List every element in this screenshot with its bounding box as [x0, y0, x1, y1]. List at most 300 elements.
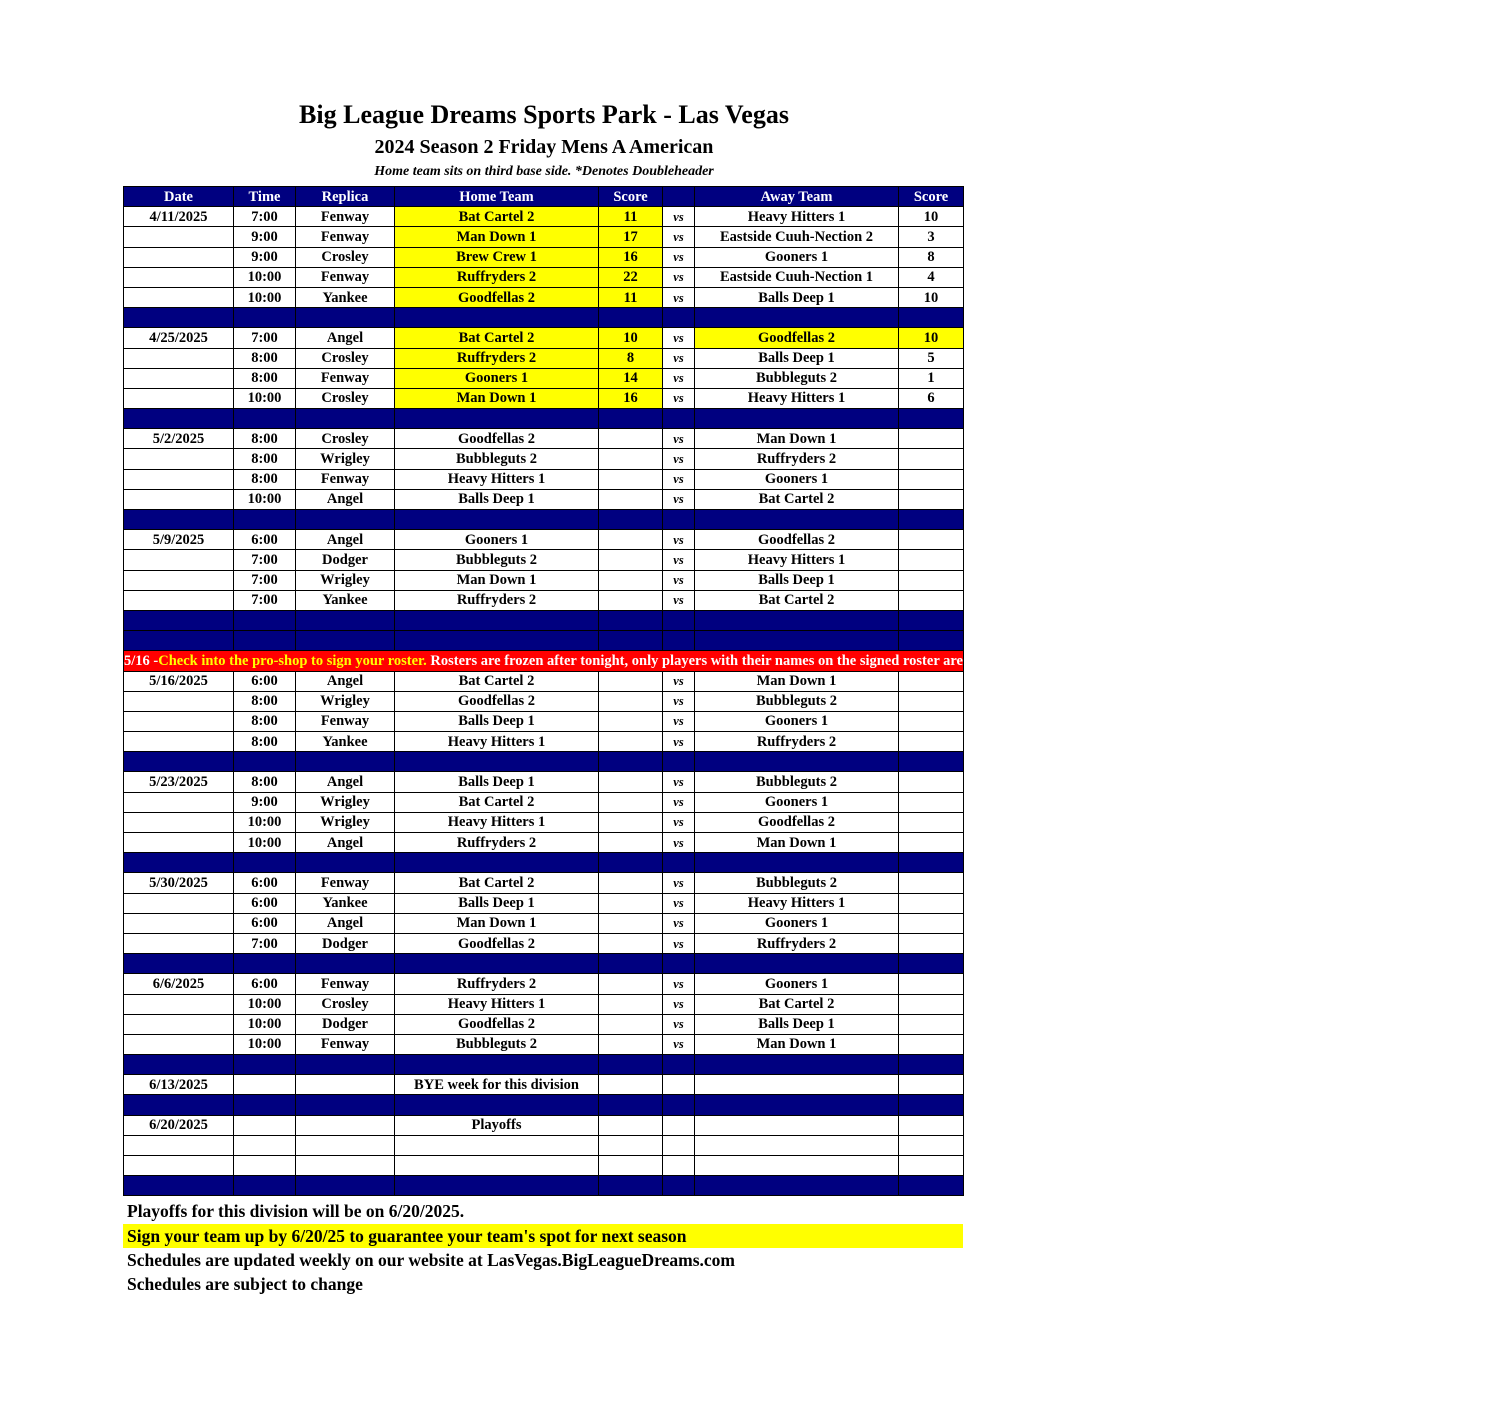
away-score-cell — [899, 429, 964, 449]
game-row — [124, 227, 964, 247]
week-separator-row — [124, 1095, 964, 1115]
separator-cell — [124, 409, 234, 429]
separator-cell — [234, 409, 296, 429]
separator-cell — [663, 853, 695, 873]
replica-cell: Angel — [296, 833, 395, 853]
home-score-cell: 14 — [599, 368, 663, 388]
game-row — [124, 469, 964, 489]
home-team-cell: Man Down 1 — [395, 227, 599, 247]
blank-cell — [599, 1135, 663, 1155]
replica-cell — [296, 1075, 395, 1095]
vs-cell: vs — [663, 732, 695, 752]
vs-cell: vs — [663, 550, 695, 570]
col-home-team-header: Home Team — [395, 187, 599, 207]
vs-cell: vs — [663, 873, 695, 893]
home-team-cell: Ruffryders 2 — [395, 267, 599, 287]
separator-cell — [663, 631, 695, 651]
separator-cell — [124, 954, 234, 974]
separator-cell — [899, 631, 964, 651]
time-cell: 7:00 — [234, 207, 296, 227]
away-score-cell — [899, 833, 964, 853]
away-team-cell: Eastside Cuuh-Nection 2 — [695, 227, 899, 247]
home-team-cell: Man Down 1 — [395, 570, 599, 590]
separator-cell — [124, 631, 234, 651]
date-cell: 6/13/2025 — [124, 1075, 234, 1095]
vs-cell: vs — [663, 388, 695, 408]
footer-playoffs-note: Playoffs for this division will be on 6/20/2025. — [127, 1201, 465, 1221]
away-score-cell — [899, 933, 964, 953]
vs-cell — [663, 1115, 695, 1135]
vs-cell: vs — [663, 711, 695, 731]
replica-cell: Crosley — [296, 994, 395, 1014]
separator-cell — [234, 954, 296, 974]
separator-cell — [663, 510, 695, 530]
time-cell: 8:00 — [234, 711, 296, 731]
home-team-cell: Goodfellas 2 — [395, 933, 599, 953]
vs-cell: vs — [663, 469, 695, 489]
time-cell: 10:00 — [234, 1034, 296, 1054]
col-home-score-header: Score — [599, 187, 663, 207]
time-cell: 9:00 — [234, 792, 296, 812]
home-team-cell: Bat Cartel 2 — [395, 671, 599, 691]
replica-cell: Crosley — [296, 348, 395, 368]
away-score-cell — [899, 489, 964, 509]
away-score-cell — [899, 570, 964, 590]
time-cell: 10:00 — [234, 388, 296, 408]
vs-cell: vs — [663, 933, 695, 953]
game-row — [124, 974, 964, 994]
replica-cell: Angel — [296, 328, 395, 348]
time-cell: 8:00 — [234, 691, 296, 711]
home-score-cell — [599, 873, 663, 893]
away-score-cell — [899, 469, 964, 489]
separator-cell — [599, 1176, 663, 1196]
separator-cell — [695, 853, 899, 873]
home-score-cell — [599, 530, 663, 550]
vs-cell: vs — [663, 812, 695, 832]
home-score-cell: 17 — [599, 227, 663, 247]
separator-cell — [296, 1055, 395, 1075]
separator-cell — [599, 752, 663, 772]
date-cell — [124, 550, 234, 570]
game-row — [124, 893, 964, 913]
game-row — [124, 833, 964, 853]
game-row — [124, 207, 964, 227]
vs-cell: vs — [663, 994, 695, 1014]
away-team-cell: Eastside Cuuh-Nection 1 — [695, 267, 899, 287]
home-team-cell: Goodfellas 2 — [395, 1014, 599, 1034]
vs-cell: vs — [663, 671, 695, 691]
away-score-cell — [899, 873, 964, 893]
away-score-cell — [899, 691, 964, 711]
separator-cell — [599, 510, 663, 530]
header-row — [124, 187, 964, 207]
home-score-cell: 8 — [599, 348, 663, 368]
home-team-cell: Ruffryders 2 — [395, 590, 599, 610]
blank-cell — [663, 1156, 695, 1176]
game-row — [124, 873, 964, 893]
home-score-cell — [599, 974, 663, 994]
away-score-cell — [899, 590, 964, 610]
separator-cell — [663, 409, 695, 429]
col-date-header: Date — [124, 187, 234, 207]
vs-cell: vs — [663, 530, 695, 550]
home-score-cell — [599, 833, 663, 853]
game-row — [124, 933, 964, 953]
separator-cell — [899, 409, 964, 429]
home-score-cell — [599, 732, 663, 752]
blank-row — [124, 1135, 964, 1155]
separator-cell — [234, 510, 296, 530]
away-score-cell: 10 — [899, 287, 964, 307]
date-cell — [124, 812, 234, 832]
game-row — [124, 489, 964, 509]
time-cell: 6:00 — [234, 893, 296, 913]
time-cell: 8:00 — [234, 449, 296, 469]
away-score-cell — [899, 812, 964, 832]
replica-cell: Dodger — [296, 1014, 395, 1034]
week-separator-row — [124, 752, 964, 772]
separator-cell — [296, 631, 395, 651]
replica-cell: Fenway — [296, 207, 395, 227]
date-cell — [124, 913, 234, 933]
away-score-cell — [899, 913, 964, 933]
home-score-cell — [599, 1014, 663, 1034]
replica-cell: Yankee — [296, 590, 395, 610]
notice-date: 5/16 - — [124, 652, 159, 669]
away-score-cell — [899, 711, 964, 731]
date-cell — [124, 287, 234, 307]
date-cell — [124, 388, 234, 408]
week-separator-row — [124, 510, 964, 530]
away-score-cell — [899, 1014, 964, 1034]
home-team-cell: Heavy Hitters 1 — [395, 812, 599, 832]
home-score-cell: 16 — [599, 247, 663, 267]
away-score-cell: 4 — [899, 267, 964, 287]
replica-cell: Wrigley — [296, 812, 395, 832]
away-team-cell: Balls Deep 1 — [695, 1014, 899, 1034]
separator-cell — [695, 1095, 899, 1115]
time-cell: 7:00 — [234, 328, 296, 348]
replica-cell: Fenway — [296, 1034, 395, 1054]
time-cell: 7:00 — [234, 550, 296, 570]
separator-cell — [124, 510, 234, 530]
away-score-cell — [899, 1115, 964, 1135]
separator-cell — [296, 610, 395, 630]
replica-cell: Fenway — [296, 267, 395, 287]
date-cell — [124, 590, 234, 610]
time-cell: 10:00 — [234, 489, 296, 509]
blank-cell — [395, 1156, 599, 1176]
away-score-cell — [899, 974, 964, 994]
away-team-cell: Goodfellas 2 — [695, 812, 899, 832]
away-team-cell: Goodfellas 2 — [695, 530, 899, 550]
date-cell — [124, 711, 234, 731]
away-team-cell: Man Down 1 — [695, 671, 899, 691]
game-row — [124, 792, 964, 812]
blank-cell — [899, 1156, 964, 1176]
separator-cell — [395, 1095, 599, 1115]
separator-cell — [395, 752, 599, 772]
time-cell: 9:00 — [234, 247, 296, 267]
separator-cell — [395, 510, 599, 530]
separator-cell — [899, 1176, 964, 1196]
home-team-cell: Bubbleguts 2 — [395, 1034, 599, 1054]
replica-cell: Crosley — [296, 388, 395, 408]
time-cell: 6:00 — [234, 913, 296, 933]
replica-cell: Crosley — [296, 247, 395, 267]
date-cell — [124, 247, 234, 267]
away-score-cell: 5 — [899, 348, 964, 368]
separator-cell — [663, 752, 695, 772]
away-score-cell — [899, 530, 964, 550]
away-team-cell: Man Down 1 — [695, 429, 899, 449]
home-score-cell: 22 — [599, 267, 663, 287]
date-cell — [124, 893, 234, 913]
blank-row — [124, 1156, 964, 1176]
home-team-cell: Brew Crew 1 — [395, 247, 599, 267]
time-cell: 10:00 — [234, 812, 296, 832]
separator-cell — [296, 1095, 395, 1115]
separator-cell — [599, 853, 663, 873]
separator-cell — [296, 308, 395, 328]
separator-cell — [296, 752, 395, 772]
replica-cell: Angel — [296, 772, 395, 792]
page-subtitle: 2024 Season 2 Friday Mens A American — [374, 136, 714, 158]
separator-cell — [124, 610, 234, 630]
col-replica-header: Replica — [296, 187, 395, 207]
home-team-cell: Goodfellas 2 — [395, 429, 599, 449]
roster-notice-row — [124, 651, 964, 671]
separator-cell — [234, 610, 296, 630]
separator-cell — [234, 752, 296, 772]
separator-cell — [124, 308, 234, 328]
game-row — [124, 429, 964, 449]
home-team-cell: Ruffryders 2 — [395, 348, 599, 368]
time-cell: 10:00 — [234, 267, 296, 287]
away-team-cell: Gooners 1 — [695, 974, 899, 994]
replica-cell: Angel — [296, 489, 395, 509]
home-score-cell — [599, 550, 663, 570]
time-cell: 10:00 — [234, 994, 296, 1014]
blank-cell — [899, 1135, 964, 1155]
away-team-cell: Gooners 1 — [695, 792, 899, 812]
game-row — [124, 590, 964, 610]
replica-cell: Fenway — [296, 469, 395, 489]
home-score-cell: 11 — [599, 287, 663, 307]
away-team-cell: Heavy Hitters 1 — [695, 388, 899, 408]
week-separator-row — [124, 631, 964, 651]
away-team-cell: Bubbleguts 2 — [695, 873, 899, 893]
separator-cell — [234, 1095, 296, 1115]
time-cell: 8:00 — [234, 429, 296, 449]
week-separator-row — [124, 409, 964, 429]
away-score-cell — [899, 792, 964, 812]
footer-signup-note: Sign your team up by 6/20/25 to guarantee your team's spot for next season — [123, 1224, 963, 1248]
separator-cell — [695, 610, 899, 630]
away-team-cell: Gooners 1 — [695, 913, 899, 933]
home-team-cell: Goodfellas 2 — [395, 691, 599, 711]
away-team-cell: Bubbleguts 2 — [695, 772, 899, 792]
replica-cell — [296, 1115, 395, 1135]
game-row — [124, 1034, 964, 1054]
separator-cell — [395, 1055, 599, 1075]
away-team-cell: Man Down 1 — [695, 1034, 899, 1054]
blank-cell — [296, 1135, 395, 1155]
separator-cell — [663, 610, 695, 630]
home-team-cell: Heavy Hitters 1 — [395, 469, 599, 489]
separator-cell — [395, 954, 599, 974]
notice-highlight: Check into the pro-shop to sign your roster. — [158, 652, 427, 669]
replica-cell: Angel — [296, 913, 395, 933]
replica-cell: Wrigley — [296, 792, 395, 812]
away-team-cell: Bubbleguts 2 — [695, 691, 899, 711]
away-team-cell: Goodfellas 2 — [695, 328, 899, 348]
blank-cell — [663, 1135, 695, 1155]
game-row — [124, 913, 964, 933]
date-cell — [124, 833, 234, 853]
time-cell: 6:00 — [234, 974, 296, 994]
blank-cell — [234, 1156, 296, 1176]
replica-cell: Yankee — [296, 893, 395, 913]
date-cell: 5/16/2025 — [124, 671, 234, 691]
time-cell: 10:00 — [234, 1014, 296, 1034]
date-cell: 5/30/2025 — [124, 873, 234, 893]
game-row — [124, 368, 964, 388]
separator-cell — [663, 954, 695, 974]
blank-cell — [296, 1156, 395, 1176]
time-cell: 7:00 — [234, 570, 296, 590]
separator-cell — [234, 853, 296, 873]
home-score-cell — [599, 994, 663, 1014]
away-team-cell — [695, 1115, 899, 1135]
time-cell: 8:00 — [234, 772, 296, 792]
date-cell — [124, 469, 234, 489]
vs-cell: vs — [663, 913, 695, 933]
vs-cell: vs — [663, 247, 695, 267]
separator-cell — [395, 610, 599, 630]
vs-cell: vs — [663, 974, 695, 994]
date-cell: 5/2/2025 — [124, 429, 234, 449]
home-score-cell — [599, 590, 663, 610]
week-separator-row — [124, 308, 964, 328]
separator-cell — [124, 853, 234, 873]
separator-cell — [899, 752, 964, 772]
separator-cell — [899, 308, 964, 328]
home-score-cell — [599, 711, 663, 731]
home-team-cell: Man Down 1 — [395, 388, 599, 408]
game-row — [124, 691, 964, 711]
home-score-cell — [599, 1115, 663, 1135]
notice-text: Rosters are frozen after tonight, only players with their names on the signed roster are eligible for playoffs. Please check carefully as changes will not be made for omissions. — [426, 652, 1492, 669]
separator-cell — [899, 510, 964, 530]
vs-cell: vs — [663, 287, 695, 307]
home-team-cell: Ruffryders 2 — [395, 833, 599, 853]
separator-cell — [899, 610, 964, 630]
away-score-cell: 10 — [899, 328, 964, 348]
home-team-note: Home team sits on third base side. *Denotes Doubleheader — [374, 164, 714, 179]
vs-cell: vs — [663, 227, 695, 247]
separator-cell — [695, 954, 899, 974]
separator-cell — [296, 1176, 395, 1196]
home-score-cell — [599, 449, 663, 469]
home-score-cell — [599, 893, 663, 913]
vs-cell: vs — [663, 449, 695, 469]
replica-cell: Crosley — [296, 429, 395, 449]
special-note-cell: BYE week for this division — [395, 1075, 599, 1095]
home-team-cell: Bat Cartel 2 — [395, 792, 599, 812]
vs-cell — [663, 1075, 695, 1095]
home-team-cell: Balls Deep 1 — [395, 893, 599, 913]
separator-cell — [899, 1095, 964, 1115]
vs-cell: vs — [663, 207, 695, 227]
date-cell — [124, 227, 234, 247]
separator-cell — [695, 1055, 899, 1075]
game-row — [124, 247, 964, 267]
game-row — [124, 711, 964, 731]
game-row — [124, 267, 964, 287]
special-note-cell: Playoffs — [395, 1115, 599, 1135]
away-team-cell: Ruffryders 2 — [695, 449, 899, 469]
game-row — [124, 732, 964, 752]
time-cell: 7:00 — [234, 933, 296, 953]
home-score-cell — [599, 812, 663, 832]
home-score-cell — [599, 691, 663, 711]
separator-cell — [124, 1055, 234, 1075]
time-cell: 6:00 — [234, 530, 296, 550]
replica-cell: Dodger — [296, 550, 395, 570]
time-cell — [234, 1115, 296, 1135]
home-score-cell — [599, 1034, 663, 1054]
home-score-cell: 16 — [599, 388, 663, 408]
home-team-cell: Bubbleguts 2 — [395, 449, 599, 469]
col-vs-header — [663, 187, 695, 207]
date-cell — [124, 691, 234, 711]
separator-cell — [899, 853, 964, 873]
replica-cell: Angel — [296, 530, 395, 550]
away-score-cell — [899, 1075, 964, 1095]
game-row — [124, 388, 964, 408]
replica-cell: Fenway — [296, 368, 395, 388]
vs-cell: vs — [663, 893, 695, 913]
separator-cell — [663, 1095, 695, 1115]
separator-cell — [663, 1176, 695, 1196]
home-score-cell — [599, 671, 663, 691]
week-separator-row — [124, 1055, 964, 1075]
separator-cell — [296, 409, 395, 429]
blank-cell — [599, 1156, 663, 1176]
game-row — [124, 348, 964, 368]
vs-cell: vs — [663, 570, 695, 590]
schedule-body — [124, 207, 1492, 1196]
separator-cell — [296, 510, 395, 530]
separator-cell — [599, 308, 663, 328]
separator-cell — [234, 308, 296, 328]
vs-cell: vs — [663, 1014, 695, 1034]
separator-cell — [124, 1095, 234, 1115]
home-team-cell: Bat Cartel 2 — [395, 207, 599, 227]
vs-cell: vs — [663, 833, 695, 853]
home-score-cell — [599, 913, 663, 933]
time-cell: 6:00 — [234, 671, 296, 691]
replica-cell: Wrigley — [296, 449, 395, 469]
roster-notice — [124, 651, 1492, 671]
home-score-cell — [599, 489, 663, 509]
away-team-cell: Heavy Hitters 1 — [695, 550, 899, 570]
separator-cell — [599, 1055, 663, 1075]
home-score-cell — [599, 570, 663, 590]
home-team-cell: Balls Deep 1 — [395, 772, 599, 792]
